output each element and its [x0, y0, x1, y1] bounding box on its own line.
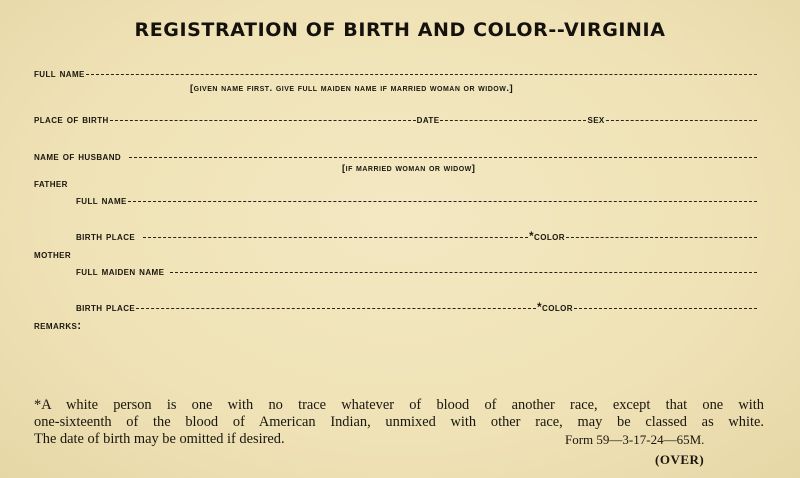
- sex-field[interactable]: [606, 120, 757, 121]
- father-birth-place-field[interactable]: [143, 237, 528, 238]
- footnote-line-1: *A white person is one with no trace whatever of blood of another race, except that one with: [34, 397, 764, 413]
- mother-maiden-name-field[interactable]: [170, 272, 757, 273]
- remarks-row: [34, 320, 81, 332]
- father-birth-place-row: [76, 231, 758, 243]
- husband-row: [34, 151, 758, 163]
- husband-field[interactable]: [129, 157, 757, 158]
- father-full-name-field[interactable]: [128, 201, 757, 202]
- full-name-row: [34, 68, 758, 80]
- mother-birth-place-row: [76, 302, 758, 314]
- over-note: (OVER): [655, 452, 705, 467]
- father-heading: father: [34, 178, 68, 190]
- mother-birth-place-label: birth place: [76, 302, 136, 314]
- father-full-name-row: [76, 195, 758, 207]
- place-of-birth-row: [34, 114, 758, 126]
- footnote-line-2: one-sixteenth of the blood of American Indian, unmixed with other race, may be classed as white.: [34, 414, 764, 430]
- full-name-note: [given name first. give full maiden name if married woman or widow.]: [190, 83, 514, 94]
- mother-color-label: *color: [537, 302, 573, 314]
- remarks-area[interactable]: [34, 338, 758, 390]
- date-label: date: [416, 114, 440, 126]
- father-color-label: *color: [529, 231, 565, 243]
- husband-note: [if married woman or widow]: [342, 163, 476, 174]
- remarks-label: remarks:: [34, 320, 82, 332]
- full-name-label: full name: [34, 68, 85, 80]
- mother-color-field[interactable]: [574, 308, 757, 309]
- form-number: Form 59—3-17-24—65M.: [565, 432, 705, 447]
- full-name-field[interactable]: [86, 74, 757, 75]
- footnote-line-3: The date of birth may be omitted if desired.: [34, 431, 285, 447]
- mother-heading-row: [34, 249, 71, 261]
- father-birth-place-label: birth place: [76, 231, 136, 243]
- mother-maiden-name-label: full maiden name: [76, 266, 165, 278]
- father-heading-row: [34, 178, 68, 190]
- place-of-birth-field[interactable]: [110, 120, 416, 121]
- form-title: REGISTRATION OF BIRTH AND COLOR--VIRGINIA: [134, 19, 666, 41]
- father-full-name-label: full name: [76, 195, 127, 207]
- mother-maiden-name-row: [76, 266, 758, 278]
- father-color-field[interactable]: [566, 237, 757, 238]
- husband-label: name of husband: [34, 151, 122, 163]
- place-of-birth-label: place of birth: [34, 114, 109, 126]
- mother-heading: mother: [34, 249, 72, 261]
- sex-label: sex: [587, 114, 605, 126]
- mother-birth-place-field[interactable]: [136, 308, 536, 309]
- date-field[interactable]: [440, 120, 586, 121]
